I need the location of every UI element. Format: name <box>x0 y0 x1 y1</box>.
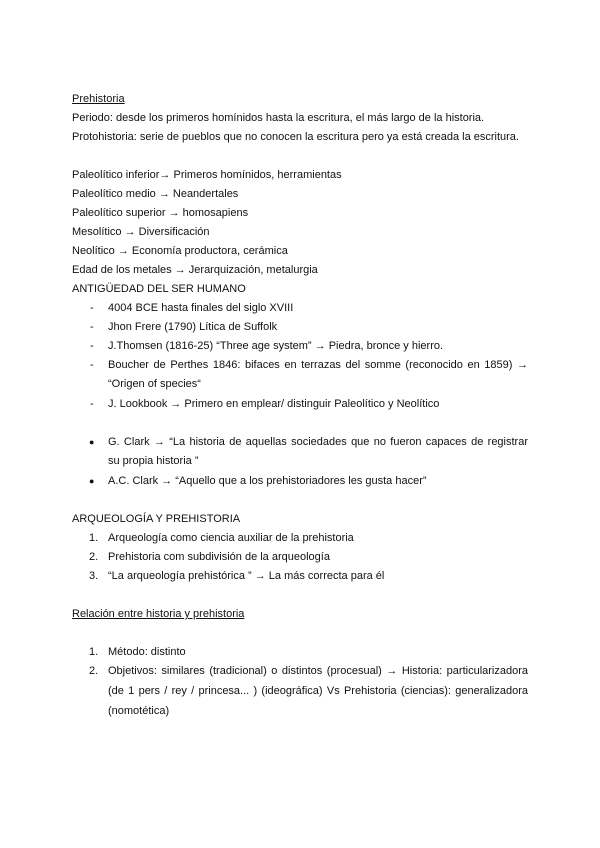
dash-item-4004: 4004 BCE hasta finales del siglo XVIII <box>108 302 294 314</box>
periodo-mesolitico: Mesolítico → Diversificación <box>72 226 210 238</box>
dash-item-boucher: Boucher de Perthes 1846: bifaces en terrazas del somme (reconocido en 1859) → <box>108 359 528 371</box>
bullet-marker: ● <box>89 437 95 447</box>
number-marker: 1. <box>89 532 99 544</box>
periodo-text: Periodo: desde los primeros homínidos hasta la escritura, el más largo de la historia. <box>72 112 485 124</box>
periodo-paleolitico-medio: Paleolítico medio → Neandertales <box>72 188 239 200</box>
relacion-item-metodo: Método: distinto <box>108 646 186 658</box>
dash-item-thomsen: J.Thomsen (1816-25) “Three age system” → Piedra, bronce y hierro. <box>108 340 444 352</box>
arqueologia-item-3: “La arqueología prehistórica ” → La más correcta para él <box>108 570 385 582</box>
periodo-paleolitico-superior: Paleolítico superior → homosapiens <box>72 207 249 219</box>
bullet-item-gclark: G. Clark → “La historia de aquellas sociedades que no fueron capaces de registrar <box>108 436 528 448</box>
bullet-item-acclark: A.C. Clark → “Aquello que a los prehistoriadores les gusta hacer” <box>108 475 427 487</box>
relacion-item-objetivos-end: (nomotética) <box>108 705 170 717</box>
protohistoria-text: Protohistoria: serie de pueblos que no conocen la escritura pero ya está creada la escritura. <box>72 131 519 143</box>
dash-item-lookbook: J. Lookbook → Primero en emplear/ distinguir Paleolítico y Neolítico <box>108 398 440 410</box>
arqueologia-item-2: Prehistoria com subdivisión de la arqueología <box>108 551 330 563</box>
dash-marker: - <box>90 302 94 314</box>
heading-arqueologia: ARQUEOLOGÍA Y PREHISTORIA <box>72 513 241 525</box>
bullet-item-gclark-cont: su propia historia ” <box>108 455 199 467</box>
number-marker: 1. <box>89 646 99 658</box>
arqueologia-item-1: Arqueología como ciencia auxiliar de la prehistoria <box>108 532 354 544</box>
periodo-edad-metales: Edad de los metales → Jerarquización, metalurgia <box>72 264 318 276</box>
number-marker: 2. <box>89 551 99 563</box>
number-marker: 2. <box>89 665 99 677</box>
dash-marker: - <box>90 340 94 352</box>
periodo-neolitico: Neolítico → Economía productora, cerámica <box>72 245 288 257</box>
dash-item-boucher-cont: “Origen of species“ <box>108 378 201 390</box>
number-marker: 3. <box>89 570 99 582</box>
periodo-paleolitico-inferior: Paleolítico inferior→ Primeros homínidos, herramientas <box>72 169 342 181</box>
relacion-item-objetivos: Objetivos: similares (tradicional) o distintos (procesual) → Historia: particularizadora <box>108 665 528 677</box>
heading-prehistoria: Prehistoria <box>72 93 125 105</box>
relacion-item-objetivos-cont: (de 1 pers / rey / princesa... ) (ideográfica) Vs Prehistoria (ciencias): generalizadora <box>108 685 528 697</box>
dash-item-frere: Jhon Frere (1790) Lítica de Suffolk <box>108 321 278 333</box>
dash-marker: - <box>90 359 94 371</box>
heading-antiguedad: ANTIGÜEDAD DEL SER HUMANO <box>72 283 246 295</box>
heading-relacion: Relación entre historia y prehistoria <box>72 608 245 620</box>
dash-marker: - <box>90 398 94 410</box>
bullet-marker: ● <box>89 476 95 486</box>
dash-marker: - <box>90 321 94 333</box>
